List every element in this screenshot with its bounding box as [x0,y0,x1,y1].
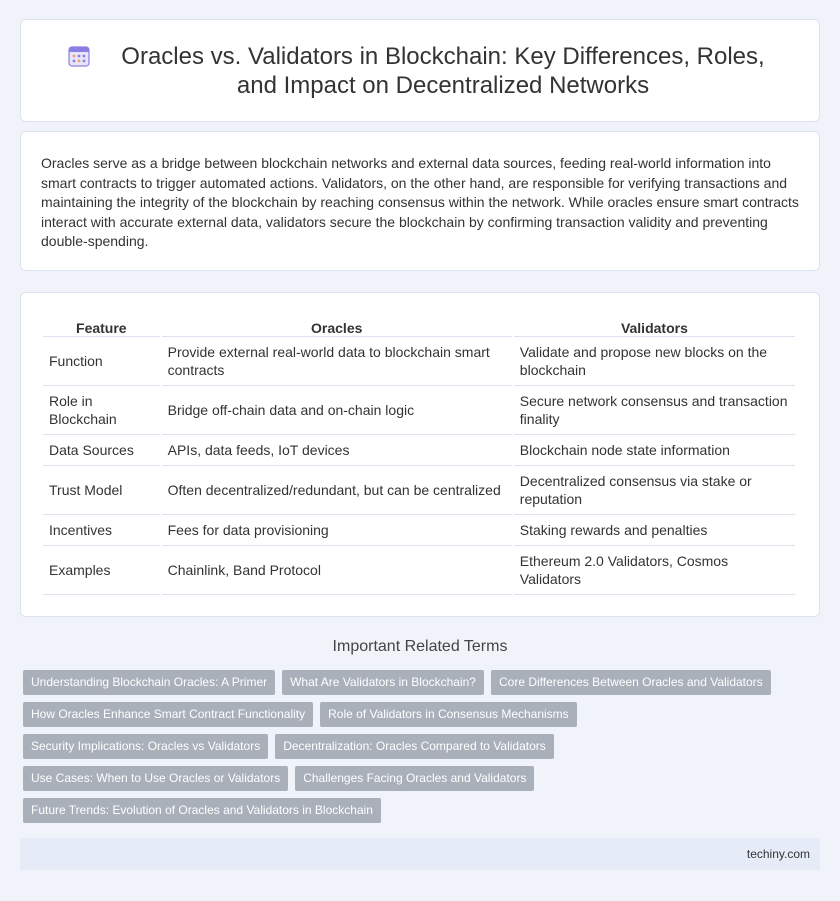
table-row [43,337,795,386]
calendar-grid-icon [67,44,91,68]
cell-feature: Function [43,337,160,386]
comparison-table [41,315,797,595]
intro-card [20,131,820,271]
related-terms-list [23,670,803,830]
table-row [43,466,795,515]
related-term-link[interactable]: Role of Validators in Consensus Mechanisms [320,702,577,727]
cell-validators: Staking rewards and penalties [514,515,795,546]
cell-feature: Data Sources [43,435,160,466]
tag-row [23,734,803,759]
header-feature: Feature [43,315,160,337]
tag-row [23,670,803,695]
cell-oracles: Chainlink, Band Protocol [162,546,512,595]
table-row [43,515,795,546]
cell-validators: Secure network consensus and transaction finality [514,386,795,435]
cell-oracles: Often decentralized/redundant, but can be centralized [162,466,512,515]
header-validators: Validators [514,315,795,337]
related-term-link[interactable]: Challenges Facing Oracles and Validators [295,766,534,791]
footer [20,838,820,870]
cell-oracles: Provide external real-world data to blockchain smart contracts [162,337,512,386]
table-header-row [43,315,795,337]
related-term-link[interactable]: Understanding Blockchain Oracles: A Primer [23,670,275,695]
cell-oracles: Fees for data provisioning [162,515,512,546]
cell-validators: Ethereum 2.0 Validators, Cosmos Validators [514,546,795,595]
cell-validators: Validate and propose new blocks on the blockchain [514,337,795,386]
related-term-link[interactable]: What Are Validators in Blockchain? [282,670,484,695]
cell-oracles: Bridge off-chain data and on-chain logic [162,386,512,435]
related-term-link[interactable]: Core Differences Between Oracles and Validators [491,670,771,695]
cell-oracles: APIs, data feeds, IoT devices [162,435,512,466]
related-term-link[interactable]: Future Trends: Evolution of Oracles and Validators in Blockchain [23,798,381,823]
cell-feature: Incentives [43,515,160,546]
footer-site[interactable]: techiny.com [746,847,810,861]
tag-row [23,798,803,823]
cell-feature: Role in Blockchain [43,386,160,435]
table-row [43,386,795,435]
related-term-link[interactable]: Decentralization: Oracles Compared to Validators [275,734,554,759]
title-wrapper [67,42,773,100]
related-terms-title: Important Related Terms [332,638,508,655]
title-card [20,19,820,122]
comparison-card [20,292,820,617]
related-term-link[interactable]: How Oracles Enhance Smart Contract Functionality [23,702,313,727]
header-oracles: Oracles [162,315,512,337]
cell-validators: Decentralized consensus via stake or reputation [514,466,795,515]
tag-row [23,702,803,727]
cell-feature: Examples [43,546,160,595]
cell-feature: Trust Model [43,466,160,515]
cell-validators: Blockchain node state information [514,435,795,466]
intro-paragraph: Oracles serve as a bridge between blockchain networks and external data sources, feeding real-world information into smart contracts to trigger automated actions. Validators, on the other hand, are responsible for verifying transactions and maintaining the integrity of the blockchain by reaching consensus within the network. While oracles ensure smart contracts interact with accurate external data, validators secure the blockchain by confirming transaction validity and preventing double-spending. [41,155,799,250]
tag-row [23,766,803,791]
table-row [43,546,795,595]
table-row [43,435,795,466]
related-term-link[interactable]: Use Cases: When to Use Oracles or Validators [23,766,288,791]
page-title: Oracles vs. Validators in Blockchain: Key Differences, Roles, and Impact on Decentralized Networks [121,42,765,99]
related-term-link[interactable]: Security Implications: Oracles vs Validators [23,734,268,759]
